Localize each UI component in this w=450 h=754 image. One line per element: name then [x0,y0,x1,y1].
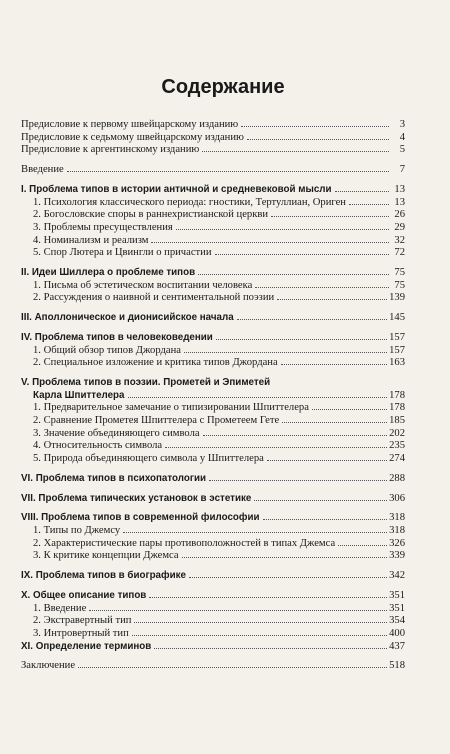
toc-subentry: 2. Специальное изложение и критика типов Джордана 163 [33,357,405,369]
toc-chapter-9: IX. Проблема типов в биографике 342 [21,570,405,582]
toc-chapter-2: II. Идеи Шиллера о проблеме типов 75 [21,267,405,279]
toc-chapter-6: VI. Проблема типов в психопатологии 288 [21,472,405,484]
book-page [0,76,450,754]
toc-subentry: 5. Спор Лютера и Цвингли о причастии 72 [33,247,405,259]
toc-subentry: 3. Значение объединяющего символа 202 [33,427,405,439]
toc-subentry: 2. Сравнение Прометея Шпиттелера с Прометеем Гете 185 [33,415,405,427]
toc-subentry: 3. К критике концепции Джемса 339 [33,550,405,562]
toc-entry-preface-2: Предисловие к седьмому швейцарскому изданию 4 [21,131,405,143]
toc-chapter-3: III. Аполлоническое и дионисийское начала 145 [21,312,405,324]
toc-chapter-7: VII. Проблема типических установок в эстетике 306 [21,492,405,504]
toc-entry-preface-3: Предисловие к аргентинскому изданию 5 [21,144,405,156]
toc-subentry: 4. Номинализм и реализм 32 [33,234,405,246]
toc-subentry: 1. Психология классического периода: гностики, Тертуллиан, Ориген 13 [33,196,405,208]
toc-subentry: 2. Экстравертный тип 354 [33,615,405,627]
toc-subentry: 1. Типы по Джемсу 318 [33,524,405,536]
toc-entry-preface-1: Предисловие к первому швейцарскому изданию 3 [21,119,405,130]
toc-chapter-8: VIII. Проблема типов в современной философии 318 [21,512,405,524]
toc-subentry: 1. Введение 351 [33,602,405,614]
toc-chapter-4: IV. Проблема типов в человековедении 157 [21,331,405,343]
toc-subentry: 2. Богословские споры в раннехристианской церкви 26 [33,209,405,221]
page-title: Содержание [161,76,285,98]
toc-subentry: 2. Характеристические пары противоположностей в типах Джемса 326 [33,537,405,549]
toc-subentry: 4. Относительность символа 235 [33,440,405,452]
toc-subentry: 3. Интровертный тип 400 [33,627,405,639]
toc-chapter-5-line1: V. Проблема типов в поэзии. Прометей и Эпиметей [21,376,271,388]
toc-subentry: 1. Предварительное замечание о типизировании Шпиттелера 178 [33,402,405,414]
toc-chapter-5-line2: Карла Шпиттелера 178 [33,389,405,401]
toc-entry-intro: Введение 7 [21,164,405,176]
toc-chapter-1: I. Проблема типов в истории античной и средневековой мысли 13 [21,183,405,195]
toc-subentry: 2. Рассуждения о наивной и сентиментальной поэзии 139 [33,292,405,304]
toc-subentry: 3. Проблемы пресуществления 29 [33,221,405,233]
toc-entry-conclusion: Заключение 518 [21,660,405,672]
toc-chapter-10: X. Общее описание типов 351 [21,589,405,601]
toc-subentry: 1. Письма об эстетическом воспитании человека 75 [33,279,405,291]
toc-subentry: 1. Общий обзор типов Джордана 157 [33,344,405,356]
table-of-contents [21,119,405,673]
toc-subentry: 5. Природа объединяющего символа у Шпиттелера 274 [33,453,405,465]
toc-chapter-11: XI. Определение терминов 437 [21,640,405,652]
